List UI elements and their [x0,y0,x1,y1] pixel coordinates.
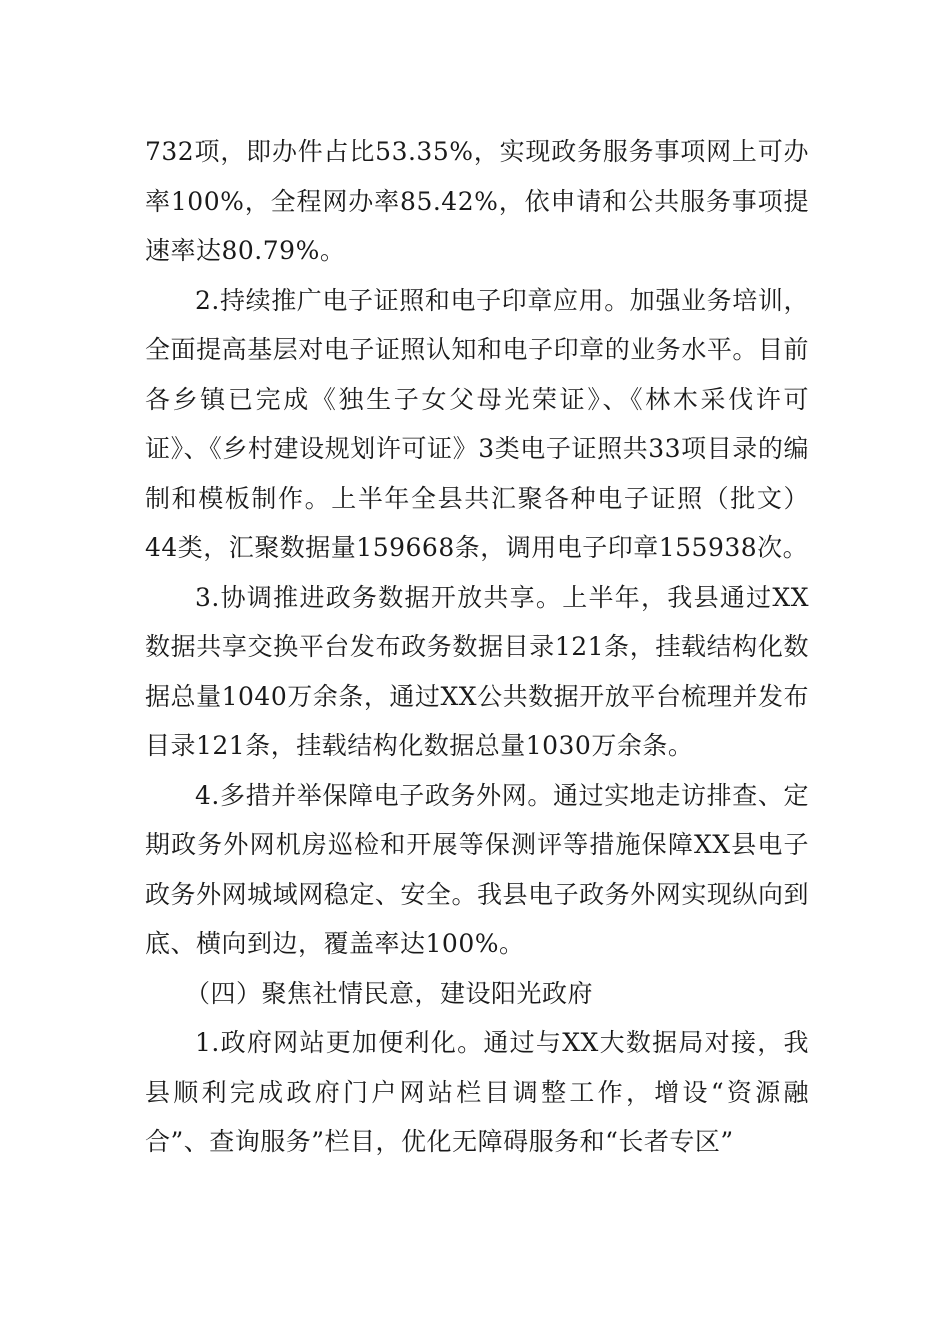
paragraph-continuation: 732项，即办件占比53.35%，实现政务服务事项网上可办率100%，全程网办率85.42%，依申请和公共服务事项提速率达80.79%。 [145,137,809,265]
paragraph-e-certificate: 2.持续推广电子证照和电子印章应用。加强业务培训，全面提高基层对电子证照认知和电子印章的业务水平。目前各乡镇已完成《独生子女父母光荣证》、《林木采伐许可证》、《乡村建设规划许可证》3类电子证照共33项目录的编制和模板制作。上半年全县共汇聚各种电子证照（批文）44类，汇聚数据量159668条，调用电子印章155938次。 [145,285,809,562]
paragraph-e-gov-network: 4.多措并举保障电子政务外网。通过实地走访排查、定期政务外网机房巡检和开展等保测评等措施保障XX县电子政务外网城域网稳定、安全。我县电子政务外网实现纵向到底、横向到边，覆盖率达100%。 [145,780,809,958]
document-body [145,127,809,1167]
section-heading: （四）聚焦社情民意，建设阳光政府 [185,978,594,1008]
paragraph-data-sharing: 3.协调推进政务数据开放共享。上半年，我县通过XX数据共享交换平台发布政务数据目录121条，挂载结构化数据总量1040万余条，通过XX公共数据开放平台梳理并发布目录121条，挂载结构化数据总量1030万余条。 [145,582,809,760]
paragraph-gov-website: 1.政府网站更加便利化。通过与XX大数据局对接，我县顺利完成政府门户网站栏目调整工作，增设“资源融合”、查询服务”栏目，优化无障碍服务和“长者专区” [145,1028,809,1156]
